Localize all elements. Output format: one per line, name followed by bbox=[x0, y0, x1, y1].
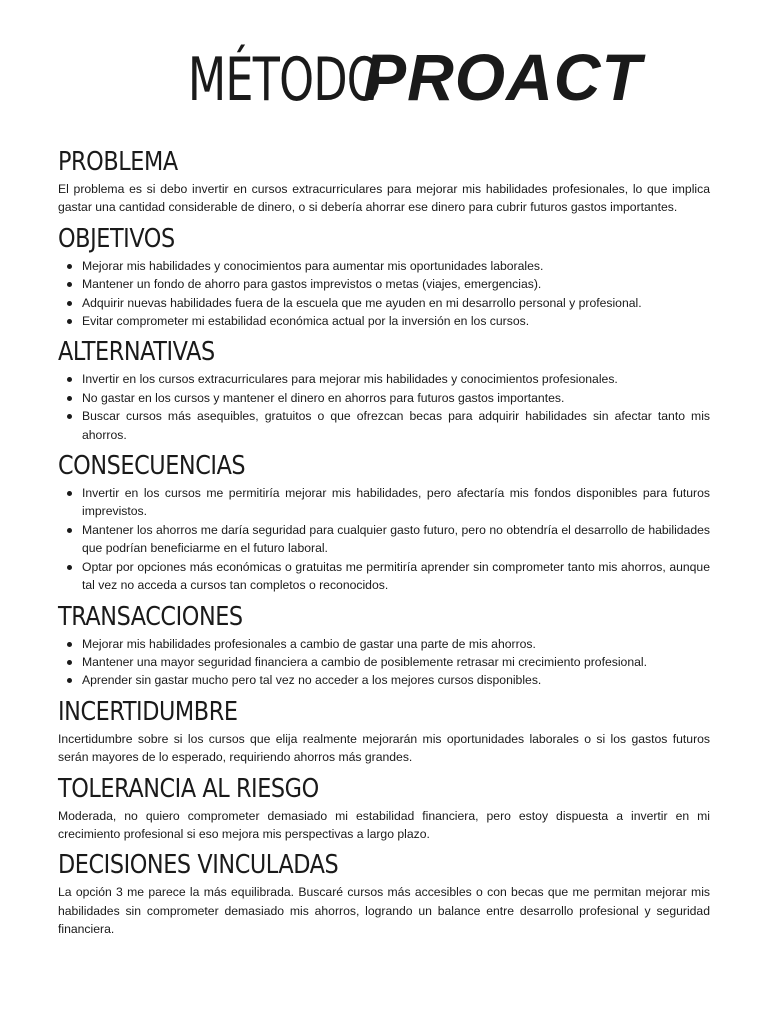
bullet-item: Buscar cursos más asequibles, gratuitos o que ofrezcan becas para adquirir habilidades sin afectar tanto mis ahorros. bbox=[58, 407, 710, 444]
section-heading: ALTERNATIVAS bbox=[58, 337, 215, 368]
bullet-list bbox=[58, 370, 710, 444]
title-light-word: MÉTODO bbox=[187, 45, 381, 115]
section-decisiones-vinculadas bbox=[58, 845, 710, 938]
section-heading: DECISIONES VINCULADAS bbox=[58, 850, 339, 881]
section-heading: TOLERANCIA AL RIESGO bbox=[58, 773, 319, 804]
section-problema bbox=[58, 142, 710, 217]
section-heading: OBJETIVOS bbox=[58, 223, 175, 254]
bullet-item: Mantener los ahorros me daría seguridad para cualquier gasto futuro, pero no obtendría el desarrollo de habilidades que podrían beneficiarme en el futuro laboral. bbox=[58, 521, 710, 558]
bullet-item: Evitar comprometer mi estabilidad económica actual por la inversión en los cursos. bbox=[58, 312, 710, 330]
bullet-item: Invertir en los cursos extracurriculares para mejorar mis habilidades y conocimientos profesionales. bbox=[58, 370, 710, 388]
bullet-item: Adquirir nuevas habilidades fuera de la escuela que me ayuden en mi desarrollo personal y profesional. bbox=[58, 294, 710, 312]
page-title bbox=[0, 40, 768, 115]
section-heading: PROBLEMA bbox=[58, 147, 178, 177]
bullet-item: Mejorar mis habilidades y conocimientos para aumentar mis oportunidades laborales. bbox=[58, 257, 710, 275]
section-alternativas bbox=[58, 332, 710, 444]
section-objetivos bbox=[58, 219, 710, 331]
bullet-item: Optar por opciones más económicas o gratuitas me permitiría aprender sin comprometer tanto mis ahorros, aunque tal vez no acceda a cursos tan completos o reconocidos. bbox=[58, 558, 710, 595]
section-paragraph: La opción 3 me parece la más equilibrada. Buscaré cursos más accesibles o con becas que me permitan mejorar mis habilidades sin comprometer demasiado mis ahorros, logrando un balance entre desarrollo profesional y seguridad financiera. bbox=[58, 885, 710, 937]
bullet-list bbox=[58, 484, 710, 594]
section-transacciones bbox=[58, 597, 710, 690]
title-bold-word: PROACT bbox=[363, 40, 643, 114]
section-paragraph: El problema es si debo invertir en cursos extracurriculares para mejorar mis habilidades profesionales, lo que implica gastar una cantidad considerable de dinero, o si debería ahorrar ese dinero para cubrir futuros gastos importantes. bbox=[58, 182, 710, 215]
bullet-list bbox=[58, 257, 710, 331]
section-heading: CONSECUENCIAS bbox=[58, 451, 246, 482]
bullet-list bbox=[58, 635, 710, 690]
section-tolerancia-al-riesgo bbox=[58, 769, 710, 844]
bullet-item: Aprender sin gastar mucho pero tal vez no acceder a los mejores cursos disponibles. bbox=[58, 671, 710, 689]
section-consecuencias bbox=[58, 446, 710, 594]
section-paragraph: Incertidumbre sobre si los cursos que elija realmente mejorarán mis oportunidades laborales o si los gastos futuros serán mayores de lo esperado, requiriendo ahorros más grandes. bbox=[58, 731, 710, 765]
section-incertidumbre bbox=[58, 692, 710, 767]
section-heading: TRANSACCIONES bbox=[58, 601, 243, 632]
bullet-item: Mantener una mayor seguridad financiera a cambio de posiblemente retrasar mi crecimiento profesional. bbox=[58, 653, 710, 671]
bullet-item: No gastar en los cursos y mantener el dinero en ahorros para futuros gastos importantes. bbox=[58, 389, 710, 407]
bullet-item: Invertir en los cursos me permitiría mejorar mis habilidades, pero afectaría mis fondos disponibles para futuros imprevistos. bbox=[58, 484, 710, 521]
section-heading: INCERTIDUMBRE bbox=[58, 696, 238, 727]
bullet-item: Mejorar mis habilidades profesionales a cambio de gastar una parte de mis ahorros. bbox=[58, 635, 710, 653]
bullet-item: Mantener un fondo de ahorro para gastos imprevistos o metas (viajes, emergencias). bbox=[58, 275, 710, 293]
sections-container bbox=[58, 142, 710, 941]
section-paragraph: Moderada, no quiero comprometer demasiado mi estabilidad financiera, pero estoy dispuesta a invertir en mi crecimiento profesional si eso mejora mis perspectivas a largo plazo. bbox=[58, 808, 710, 841]
